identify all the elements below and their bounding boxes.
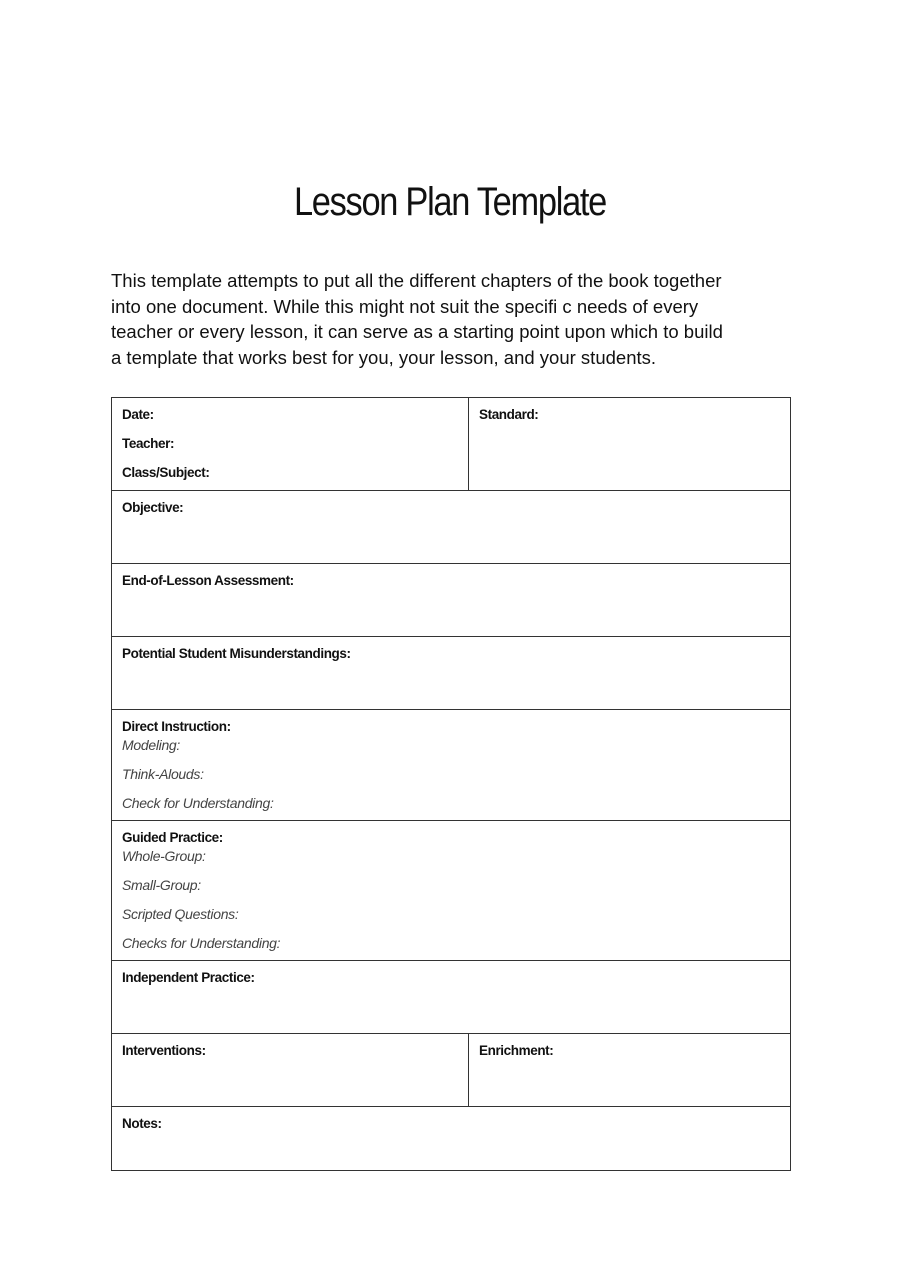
assessment-label: End-of-Lesson Assessment: xyxy=(122,573,294,588)
think-alouds-label: Think-Alouds: xyxy=(122,766,204,782)
objective-label: Objective: xyxy=(122,500,184,515)
intro-paragraph xyxy=(111,268,791,370)
teacher-label: Teacher: xyxy=(122,436,175,451)
enrichment-cell[interactable] xyxy=(469,1034,791,1107)
misunderstandings-label: Potential Student Misunderstandings: xyxy=(122,646,351,661)
intro-line: a template that works best for you, your lesson, and your students. xyxy=(111,346,657,368)
misunderstandings-cell[interactable] xyxy=(112,637,791,710)
direct-instruction-cell[interactable] xyxy=(112,710,791,821)
objective-row xyxy=(112,491,791,564)
guided-practice-row xyxy=(112,821,791,961)
whole-group-label: Whole-Group: xyxy=(122,848,206,864)
notes-row xyxy=(112,1107,791,1171)
class-subject-label: Class/Subject: xyxy=(122,465,210,480)
standard-cell[interactable] xyxy=(469,398,791,491)
intro-line: This template attempts to put all the different chapters of the book together xyxy=(111,270,722,291)
date-teacher-class-cell[interactable] xyxy=(112,398,469,491)
direct-instruction-row xyxy=(112,710,791,821)
guided-practice-label: Guided Practice: xyxy=(122,830,223,845)
lesson-plan-form xyxy=(111,397,791,1171)
modeling-label: Modeling: xyxy=(122,737,181,753)
misunderstandings-row xyxy=(112,637,791,710)
notes-cell[interactable] xyxy=(112,1107,791,1171)
interventions-cell[interactable] xyxy=(112,1034,469,1107)
independent-practice-label: Independent Practice: xyxy=(122,970,255,985)
assessment-cell[interactable] xyxy=(112,564,791,637)
date-label: Date: xyxy=(122,407,154,422)
guided-practice-cell[interactable] xyxy=(112,821,791,961)
independent-practice-cell[interactable] xyxy=(112,961,791,1034)
intro-line: teacher or every lesson, it can serve as a starting point upon which to build xyxy=(111,321,723,342)
interventions-enrichment-row xyxy=(112,1034,791,1107)
scripted-questions-label: Scripted Questions: xyxy=(122,906,239,922)
small-group-label: Small-Group: xyxy=(122,877,201,893)
notes-label: Notes: xyxy=(122,1116,162,1131)
enrichment-label: Enrichment: xyxy=(479,1043,554,1058)
check-for-understanding-label: Check for Understanding: xyxy=(122,795,274,811)
assessment-row xyxy=(112,564,791,637)
direct-instruction-label: Direct Instruction: xyxy=(122,719,231,734)
intro-line: into one document. While this might not suit the specifi c needs of every xyxy=(111,295,699,317)
header-row xyxy=(112,398,791,491)
interventions-label: Interventions: xyxy=(122,1043,206,1058)
objective-cell[interactable] xyxy=(112,491,791,564)
checks-for-understanding-label: Checks for Understanding: xyxy=(122,935,281,951)
independent-practice-row xyxy=(112,961,791,1034)
standard-label: Standard: xyxy=(479,407,539,422)
page-title: Lesson Plan Template xyxy=(293,180,607,224)
